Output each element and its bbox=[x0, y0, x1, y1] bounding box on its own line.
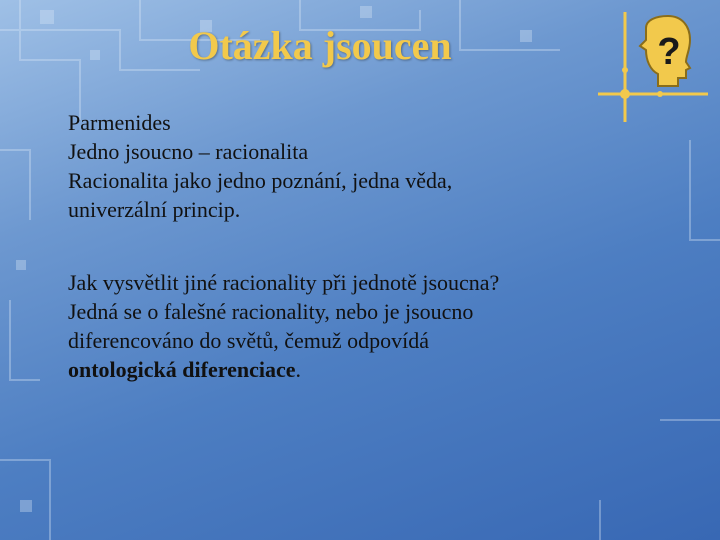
line-parmenides: Parmenides bbox=[68, 110, 171, 135]
slide-title: Otázka jsoucen bbox=[188, 23, 452, 68]
line-racionalita-2: univerzální princip. bbox=[68, 197, 241, 222]
slide-body bbox=[68, 108, 668, 384]
question-mark: ? bbox=[657, 31, 681, 73]
question-head-icon bbox=[598, 12, 708, 122]
line-racionalita-1: Racionalita jako jedno poznání, jedna věda, bbox=[68, 168, 453, 193]
line-answer-1: Jedná se o falešné racionality, nebo je jsoucno bbox=[68, 299, 474, 324]
ontological-difference-term: ontologická diferenciace bbox=[68, 357, 296, 382]
line-end-period: . bbox=[295, 357, 301, 382]
paragraph-gap bbox=[68, 224, 668, 268]
line-question: Jak vysvětlit jiné racionality při jednotě jsoucna? bbox=[68, 270, 500, 295]
line-jedno-jsoucno: Jedno jsoucno – racionalita bbox=[68, 139, 309, 164]
line-answer-2: diferencováno do světů, čemuž odpovídá bbox=[68, 328, 430, 353]
line-answer-3 bbox=[68, 355, 668, 384]
